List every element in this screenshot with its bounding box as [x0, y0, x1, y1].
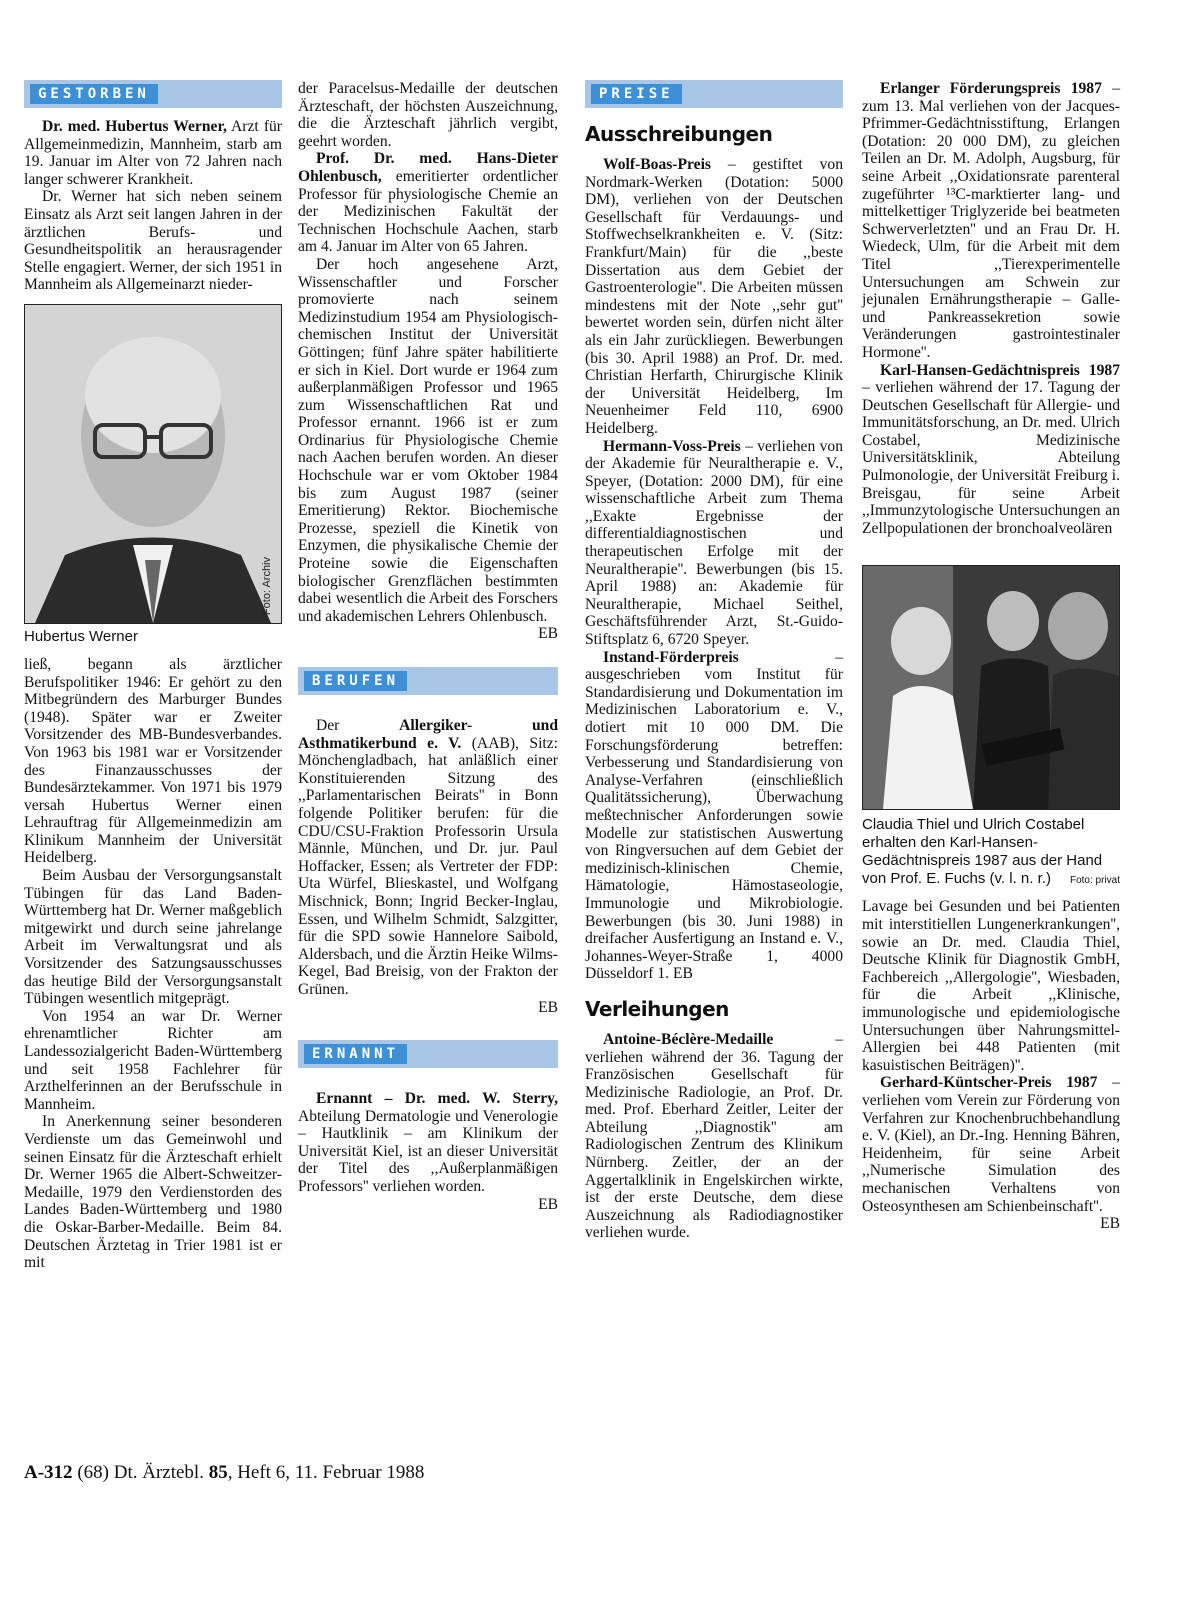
prize-hermann-voss: [585, 438, 843, 649]
prize-name: Erlanger Förderungspreis 1987: [880, 80, 1102, 97]
prize-text: – verliehen während der 17. Tagung der Deutschen Gesellschaft für Allergie- und Immunitätsforschung, an Dr. med. Ulrich Costabel, Medizinische Universitätsklinik, Abteilung Pulmonologie, der Universität Freiburg i. Breisgau, für seine Arbeit ,,Immunzytologische Untersuchungen an Zellpopulationen der bronchoalveolären: [862, 379, 1120, 537]
paragraph: In Anerkennung seiner besonderen Verdienste um das Gemeinwohl und seinen Einsatz für die Ärzteschaft erhielt Dr. Werner 1965 die Albert-Schweitzer-Medaille, 1979 den Verdienstorden des Landes Baden-Württemberg und 1980 die Oskar-Barber-Medaille. Beim 84. Deutschen Ärztetag in Trier 1981 ist er mit: [24, 1113, 282, 1272]
heading-ausschreibungen: Ausschreibungen: [585, 122, 773, 146]
column-4: [862, 80, 1120, 1233]
prize-karl-hansen: [862, 362, 1120, 538]
paragraph: Von 1954 an war Dr. Werner ehrenamtlicher Richter am Landessozialgericht Baden-Württemberg und seit 1958 Fachlehrer für Arzthelferinnen an der Berufsschule in Mannheim.: [24, 1007, 282, 1113]
heading-verleihungen: Verleihungen: [585, 996, 729, 1021]
paragraph: der Paracelsus-Medaille der deutschen Ärzteschaft, der höchsten Auszeichnung, die die Ärzteschaft jährlich vergibt, geehrt worden.: [298, 80, 558, 150]
person-name-werner: Dr. med. Hubertus Werner,: [42, 118, 227, 135]
org-name-aab: Allergiker- und Asthmatikerbund e. V.: [298, 717, 558, 752]
paragraph: Der hoch angesehene Arzt, Wissenschaftler und Forscher promovierte nach seinem Medizinstudium 1954 am Physiologisch-chemischen Institut der Universität Göttingen; fünf Jahre später habilitierte er sich in Kiel. Dort wurde er 1964 zum außerplanmäßigen Professor und 1965 zum Wissenschaftlichen Rat und Professor ernannt. 1966 ist er zum Ordinarius für Physiologische Chemie nach Aachen berufen worden. An dieser Hochschule war er vom Oktober 1984 bis zum August 1987 (seiner Emeritierung) Rektor. Biochemische Prozesse, speziell die Kinetik von Enzymen, die physikalische Chemie der Proteine sowie die Eigenschaften biologischer Grenzflächen bestimmten dabei wesentlich die Arbeit des Forschers und akademischen Lehrers Ohlenbusch.: [298, 255, 558, 625]
section-bar-gestorben: [24, 80, 282, 108]
person-name-sterry: Ernannt – Dr. med. W. Sterry,: [316, 1090, 558, 1108]
section-bar-ernannt: [298, 1040, 558, 1068]
photo-caption: Hubertus Werner: [24, 627, 138, 645]
section-label-gestorben: GESTORBEN: [30, 84, 158, 104]
prize-text: – zum 13. Mal verliehen von der Jacques-Pfrimmer-Gedächtnisstiftung, Erlangen (Dotation: 20 000 DM), zu gleichen Teilen an Dr. M. Adolph, Augsburg, für seine Arbeit ,,Oxidationsrate parenteral zugeführter ¹³C-marktierter lang- und mittelkettiger Triglyzeride bei beatmeten Schwerverletzten'' und an Frau Dr. H. Wiedeck, Ulm, für die Arbeit mit dem Titel ,,Tierexperimentelle Untersuchungen am Schwein zur jejunalen Ernährungstherapie – Galle- und Pankreassekretion sowie Veränderungen gastrointestinaler Hormone''.: [862, 80, 1120, 361]
column-3: [585, 80, 843, 1242]
berufen-aab-text: (AAB), Sitz: Mönchengladbach, hat anläßlich einer Konstituierenden Sitzung des ,,Parlamentarischen Beirats'' in Bonn folgende Politiker berufen: für die CDU/CSU-Fraktion Professorin Ursula Männle, München, und Dr. jur. Paul Hoffacker, Essen; als Vertreter der FDP: Uta Würfel, Blieskastel, und Wolfgang Mischnick, Bonn; Ingrid Becker-Inglau, Essen, und Wilhelm Schmidt, Salzgitter, für die SPD sowie Hannelore Saibold, Aldersbach, und die Ärztin Heike Wilms-Kegel, Bad Breisig, von der Frakton der Grünen.: [298, 734, 558, 998]
prize-text: – ausgeschrieben vom Institut für Standardisierung und Dokumentation im Medizinischen Laboratorium e. V., dotiert mit 10 000 DM. Die Forschungsförderung betreffen: Verbesserung und Standardisierung von Analyse-Verfahren (einschließlich Qualitätssicherung), Überwachung meßtechnischer Anforderungen sowie Modelle zur statistischen Auswertung von Ringversuchen auf dem Gebiet der medizinisch-klinischen Chemie, Hämatologie, Hämostaseologie, Immunologie und Mikrobiologie. Bewerbungen (bis 30. Juni 1988) in dreifacher Ausfertigung an Instand e. V., Johannes-Weyer-Straße 1, 4000 Düsseldorf 1.: [585, 648, 843, 983]
berufen-aab: [298, 717, 558, 999]
prize-text: – gestiftet von Nordmark-Werken (Dotation: 5000 DM), verliehen von der Deutschen Gesellschaft für Verdauungs- und Stoffwechselkrankheiten e. V. (Sitz: Frankfurt/Main) für die ,,beste Dissertation aus dem Gebiet der Gastroenterologie''. Die Arbeiten müssen mindestens mit der Note ,,sehr gut'' bewertet worden sein, dürfen nicht älter als ein Jahr zurückliegen. Bewerbungen (bis 30. April 1988) an Prof. Dr. med. Christian Herfarth, Chirurgische Klinik der Universität Heidelberg, Im Neuenheimer Feld 110, 6900 Heidelberg.: [585, 156, 843, 437]
obituary-werner-text: Arzt für Allgemeinmedizin, Mannheim, starb am 19. Januar im Alter von 72 Jahren nach langer schwerer Krankheit.: [24, 118, 282, 188]
section-label-ernannt: ERNANNT: [304, 1044, 407, 1064]
paragraph: ließ, begann als ärztlicher Berufspolitiker 1946: Er gehört zu den Mitbegründern des Marburger Bundes (1948). Später war er Zweiter Vorsitzender des MB-Bundesverbandes. Von 1963 bis 1981 war er Vorsitzender des Finanzausschusses der Bundesärztekammer. Von 1971 bis 1979 versah Hubertus Werner einen Lehrauftrag für Allgemeinmedizin am Klinikum Mannheim der Universität Heidelberg.: [24, 655, 282, 867]
prize-text: – verliehen von der Akademie für Neuraltherapie e. V., Speyer, (Dotation: 2000 DM), für eine wissenschaftliche Arbeit zum Thema ,,Exakte Ergebnisse der differentialdiagnostischen und therapeutischen Erfolge mit der Neuraltherapie''. Bewerbungen (bis 15. April 1988) an: Akademie für Neuraltherapie, Michael Seithel, Geschäftsführender Arzt, St.-Guido-Stiftsplatz 6, 6720 Speyer.: [585, 437, 843, 649]
page-footer: [24, 1462, 424, 1484]
prize-beclere: [585, 1031, 843, 1242]
ernannt-sterry-text: Abteilung Dermatologie und Venerologie – Hautklinik – am Klinikum der Universität Kiel, ist an dieser Universität der Titel des ,,Außerplanmäßigen Professors'' verliehen worden.: [298, 1107, 558, 1196]
section-label-preise: PREISE: [591, 84, 682, 104]
prize-text: – verliehen vom Verein zur Förderung von Verfahren zur Knochenbruchbehandlung e. V. (Kiel), an Dr.-Ing. Henning Bähren, Heidenheim, für seine Arbeit ,,Numerische Simulation des mechanischen Verhaltens von Osteosynthesen am Schienbeinschaft''.: [862, 1074, 1120, 1215]
prize-name: Antoine-Béclère-Medaille: [603, 1030, 774, 1048]
caption-text: Claudia Thiel und Ulrich Costabel erhalten den Karl-Hansen-Gedächtnispreis 1987 aus der Hand von Prof. E. Fuchs (v. l. n. r.): [862, 816, 1103, 888]
photo-credit: Foto: privat: [1069, 875, 1120, 887]
column-2: [298, 80, 558, 1213]
ernannt-sterry: [298, 1090, 558, 1196]
paragraph: Beim Ausbau der Versorgungsanstalt Tübingen für das Land Baden-Württemberg hat Dr. Werner maßgeblich mitgewirkt und durch seine jahrelange Arbeit im Verwaltungsrat und als Vorsitzender des Satzungsausschusses das heutige Bild der Versorgungsanstalt Tübingen wesentlich mitgeprägt.: [24, 867, 282, 1008]
prize-instand: [585, 649, 843, 983]
page-number: A-312: [24, 1462, 73, 1483]
section-bar-berufen: [298, 667, 558, 695]
portrait-image: [25, 305, 281, 623]
section-label-berufen: BERUFEN: [304, 671, 407, 691]
paragraph: Dr. Werner hat sich neben seinem Einsatz als Arzt seit langen Jahren in der ärztlichen Berufs- und Gesundheitspolitik an herausragender Stelle engagiert. Werner, der sich 1951 in Mannheim als Allgemeinarzt nieder-: [24, 188, 282, 294]
obituary-werner-intro: [24, 118, 282, 188]
award-photo: [862, 565, 1120, 810]
column-1: [24, 80, 282, 1272]
text-fragment: Der: [316, 717, 400, 734]
author-mark: EB: [538, 1195, 558, 1213]
volume-number: 85: [208, 1462, 228, 1483]
photo-caption: [862, 816, 1120, 888]
prize-wolf-boas: [585, 156, 843, 438]
prize-name: Wolf-Boas-Preis: [603, 156, 711, 173]
prize-erlanger: [862, 80, 1120, 362]
prize-text: – verliehen während der 36. Tagung der Französischen Gesellschaft für Medizinische Radiologie, an Prof. Dr. med. Prof. Eberhard Zeitler, Leiter der Abteilung ,,Diagnostik'' am Radiologischen Zentrum des Klinikum Nürnberg. Zeitler, der an der Aggertalklinik in Engelskirchen wirkte, ist der erste Deutsche, dem diese Auszeichnung als Radiodiagnostiker verliehen wurde.: [585, 1030, 843, 1242]
photo-credit: Foto: Archiv: [261, 556, 274, 615]
award-image: [863, 566, 1119, 809]
paragraph: Lavage bei Gesunden und bei Patienten mit interstitiellen Lungenerkrankungen'', sowie an Dr. med. Claudia Thiel, Deutsche Klinik für Diagnostik GmbH, Fachbereich ,,Allergologie'', Wiesbaden, für die Arbeit ,,Klinische, immunologische und epidemiologische Untersuchungen über Nahrungsmittel-Allergien bei 448 Patienten (mit kasuistischen Beiträgen)''.: [862, 898, 1120, 1074]
portrait-photo-werner: [24, 304, 282, 624]
footer-text: (68) Dt. Ärztebl.: [72, 1462, 209, 1483]
footer-issue: , Heft 6, 11. Februar 1988: [227, 1462, 425, 1483]
author-mark: EB: [538, 998, 558, 1016]
prize-name: Hermann-Voss-Preis: [603, 437, 741, 455]
author-mark: EB: [672, 965, 693, 983]
obituary-ohlenbusch-text: emeritierter ordentlicher Professor für physiologische Chemie an der Medizinischen Fakultät der Technischen Hochschule Aachen, starb am 4. Januar im Alter von 65 Jahren.: [298, 167, 558, 256]
author-mark: EB: [1100, 1215, 1120, 1233]
prize-name: Instand-Förderpreis: [603, 648, 739, 666]
section-bar-preise: [585, 80, 843, 108]
prize-name: Karl-Hansen-Gedächtnispreis 1987: [880, 361, 1120, 379]
obituary-ohlenbusch-intro: [298, 150, 558, 256]
prize-kuentscher: [862, 1074, 1120, 1215]
person-name-ohlenbusch: Prof. Dr. med. Hans-Dieter Ohlenbusch,: [298, 150, 558, 185]
author-mark: EB: [538, 625, 558, 643]
prize-name: Gerhard-Küntscher-Preis 1987: [880, 1074, 1098, 1092]
